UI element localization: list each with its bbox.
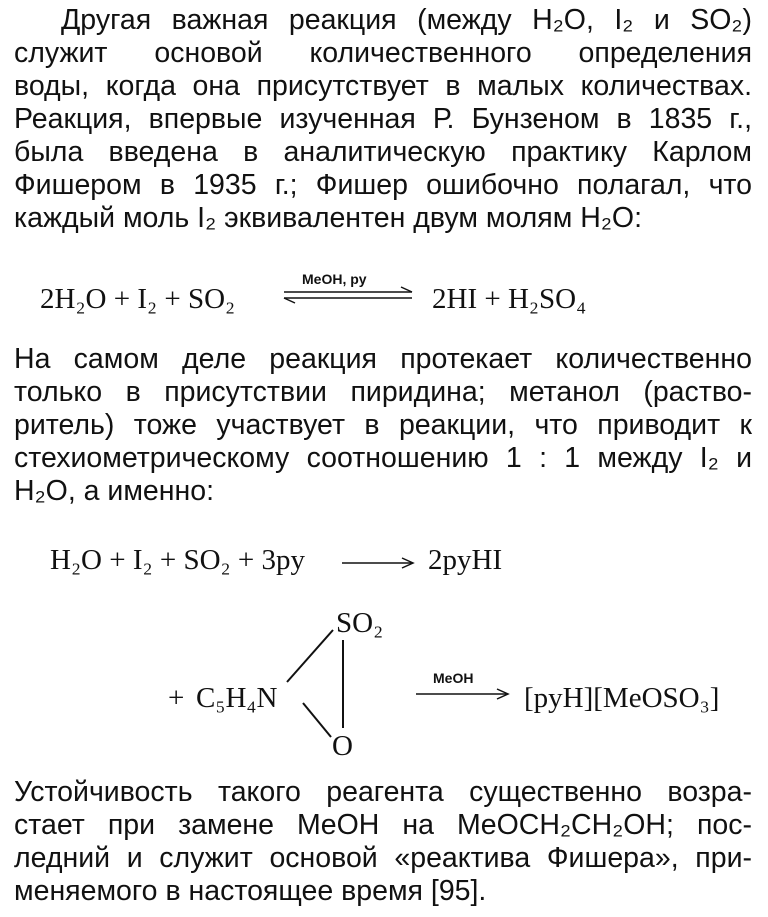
paragraph-pyridine-line: только в присутствии пиридина; метанол (раство- [14, 376, 752, 408]
equation-reactants-1: 2H₂O + I₂ + SO₂ [40, 283, 236, 315]
paragraph-fischer-reagent [14, 776, 752, 908]
equation-condition-1: MeOH, py [302, 271, 367, 287]
equation-products-1: 2HI + H₂SO₄ [432, 283, 587, 315]
equation3-product: [pyH][MeOSO₃] [524, 682, 720, 714]
paragraph-pyridine-line: На самом деле реакция протекает количественно [14, 343, 752, 375]
paragraph-fischer-reagent-line: меняемого в настоящее время [95]. [14, 875, 487, 907]
equation3-condition: MeOH [433, 670, 474, 686]
equation3-top-group: SO₂ [336, 607, 384, 639]
equilibrium-arrow-icon [284, 287, 412, 303]
paragraph-pyridine-line: H₂O, а именно: [14, 475, 215, 507]
paragraph-intro-line: была введена в аналитическую практику Карлом [14, 136, 752, 168]
paragraph-intro-line: Другая важная реакция (между H₂O, I₂ и SO₂) [61, 4, 752, 36]
equation-products-2: 2pyHI [428, 544, 503, 576]
paragraph-fischer-reagent-line: Устойчивость такого реагента существенно возра- [14, 776, 752, 808]
equation3-bottom-atom: O [332, 730, 353, 762]
paragraph-intro-line: Фишером в 1935 г.; Фишер ошибочно полагал, что [14, 169, 752, 201]
paragraph-intro-line: воды, когда она присутствует в малых количествах. [14, 70, 752, 102]
paragraph-intro-line: служит основой количественного определения [14, 37, 752, 69]
reaction-arrow-icon [416, 689, 508, 699]
paragraph-pyridine-line: стехиометрическому соотношению 1 : 1 между I₂ и [14, 442, 752, 474]
paragraph-pyridine-line: ритель) тоже участвует в реакции, что приводит к [14, 409, 752, 441]
equation3-plus: + [168, 682, 185, 714]
equation-reactants-2: H₂O + I₂ + SO₂ + 3py [50, 544, 306, 576]
paragraph-intro-line: Реакция, впервые изученная Р. Бунзеном в 1835 г., [14, 103, 752, 135]
reaction-arrow-icon [342, 558, 413, 568]
ring-bonds [287, 630, 343, 737]
paragraph-fischer-reagent-line: ледний и служит основой «реактива Фишера», при- [14, 842, 752, 874]
paragraph-fischer-reagent-line: стает при замене MeOH на MeOCH₂CH₂OH; пос- [14, 809, 752, 841]
paragraph-intro-line: каждый моль I₂ эквивалентен двум молям H₂O: [14, 202, 642, 234]
equation3-reagent: C₅H₄N [196, 682, 278, 714]
